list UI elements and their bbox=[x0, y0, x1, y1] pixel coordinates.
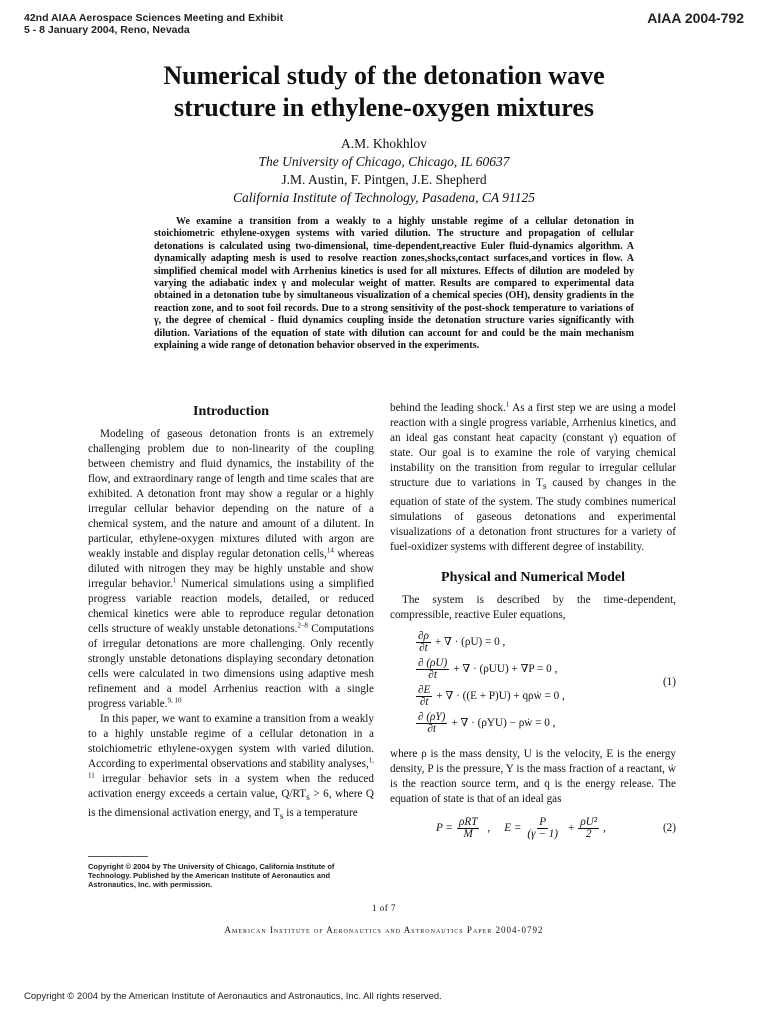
equation-1-line-3: $\frac{\partial E}{\partial t}$ + ∇ · ((E + P)U) + qρẇ = 0 , bbox=[418, 684, 565, 709]
intro-paragraph-3: behind the leading shock.$^1$ As a first step we are using a model reaction with a single progress variable, Arrhenius kinetics, and an ideal gas constant heat capacity (constant γ) equation of state. Our goal is to examine the role of varying chemical instability on the transition from regular to irregular cellular structure due to variations in $T_s$ caused by changes in the equation of state of the system. The study combines numerical simulations of gaseous detonations and experimental visualizations of a detonation front structures for a variety of fuel-oxidizer systems with different degree of instability. bbox=[390, 400, 676, 554]
model-paragraph-1: The system is described by the time-dependent, compressible, reactive Euler equations, bbox=[390, 594, 676, 622]
abstract-text: We examine a transition from a weakly to a highly unstable regime of a cellular detonation in stoichiometric ethylene-oxygen systems with varied dilution. The structure and propagation of cellular detonations is calculated using two-dimensional, time-dependent,reactive Euler fluid-dynamics algorithm. A dynamically adapting mesh is used to resolve reaction zones,shocks,contact surfaces,and vortices in flow. A simplified chemical model with Arrhenius kinetics is used for all mixtures. Effects of dilution are modeled by varying the adiabatic index γ and molecular weight of matter. Results are compared to experimental data obtained in a detonation tube by simultaneous visualization of a chemical species (OH), density gradients in the reaction zone, and to soot foil records. Due to a strong sensitivity of the post-shock temperature to variations of γ, the degree of chemical - fluid dynamics coupling inside the detonation structure varies significantly with dilution. Variations of the equation of state with dilution can account for and could be the main mechanism explaining a wide range of detonation behavior observed in the experiments. bbox=[154, 216, 634, 352]
equation-2-number: (2) bbox=[662, 822, 676, 835]
equation-1 bbox=[390, 631, 676, 741]
equation-2-body: P = $\frac{\text{ρRT}}{M}$ , E = $\frac{P}{(\gamma - 1)}$ + $\frac{\text{ρU²}}{2}$ , bbox=[436, 816, 606, 841]
conference-header bbox=[24, 12, 283, 36]
section-heading-model: Physical and Numerical Model bbox=[441, 570, 625, 586]
equation-1-line-2: $\frac{\partial (\rho U)}{\partial t}$ + ∇ · (ρUU) + ∇P = 0 , bbox=[418, 657, 558, 682]
title-line-2: structure in ethylene-oxygen mixtures bbox=[173, 93, 595, 122]
intro-paragraph-1: Modeling of gaseous detonation fronts is an extremely challenging problem due to non-linearity of the coupling between chemistry and fluid dynamics, the instability of the flow, and extraordinary range of length and time scales that are exhibited. A detonation front may show a regular or a highly irregular cellular behavior depending on the nature of a chemical system, and the nature and amount of a dilutent. In particular, ethylene-oxygen mixtures diluted with argon are weakly instable and display regular detonation cells,$^{14}$ whereas diluted with nitrogen they may be highly unstable and show irregular behavior.$^1$ Numerical simulations using a simplified progress variable reaction models, detailed, or reduced chemical kinetics were able to reproduce regular detonation cells structure of weakly unstable detonations.$^{2-8}$ Computations of irregular detonations are more challenging. Only recently strongly unstable detonations displaying secondary detonation cells were calculated in two dimensions using adaptive mesh refinement and a model Arrhenius reaction with a single progress variable.$^{9, 10}$ bbox=[88, 428, 374, 710]
equation-2 bbox=[390, 817, 676, 845]
paper-id: AIAA 2004-792 bbox=[647, 10, 744, 26]
left-column bbox=[88, 403, 374, 825]
title-line-1: Numerical study of the detonation wave bbox=[163, 61, 605, 90]
author-2: J.M. Austin, F. Pintgen, J.E. Shepherd bbox=[281, 172, 487, 187]
equation-1-line-1: $\frac{\partial\rho}{\partial t}$ + ∇ · (ρU) = 0 , bbox=[418, 630, 506, 655]
journal-footer: American Institute of Aeronautics and Astronautics Paper 2004-0792 bbox=[224, 925, 544, 935]
author-1: A.M. Khokhlov bbox=[341, 136, 427, 151]
copyright-footnote: Copyright © 2004 by The University of Chicago, California Institute of Technology. Published by the American Institute of Aeronautics and Astronautics, Inc. with permission. bbox=[88, 862, 374, 889]
model-paragraph-2: where ρ is the mass density, U is the velocity, E is the energy density, P is the pressure, Y is the mass fraction of a reactant, ẇ is the reaction source term, and q is the energy release. The equation of state is that of an ideal gas bbox=[390, 748, 676, 806]
footnote-rule bbox=[88, 856, 148, 857]
paper-title bbox=[100, 60, 668, 124]
affiliation-2: California Institute of Technology, Pasadena, CA 91125 bbox=[232, 190, 535, 205]
section-heading-introduction: Introduction bbox=[193, 404, 269, 419]
bottom-copyright: Copyright © 2004 by the American Institute of Aeronautics and Astronautics, Inc. All rights reserved. bbox=[24, 991, 442, 1002]
page-number: 1 of 7 bbox=[372, 903, 396, 913]
conference-name: 42nd AIAA Aerospace Sciences Meeting and Exhibit bbox=[24, 12, 284, 24]
right-column bbox=[390, 401, 676, 845]
equation-1-number: (1) bbox=[662, 676, 676, 689]
conference-date-location: 5 - 8 January 2004, Reno, Nevada bbox=[24, 24, 190, 36]
equation-1-line-4: $\frac{\partial (\rho Y)}{\partial t}$ + ∇ · (ρYU) − ρẇ = 0 , bbox=[418, 711, 556, 736]
author-block bbox=[140, 135, 628, 207]
intro-paragraph-2: In this paper, we want to examine a transition from a weakly to a highly unstable regime of a cellular detonation in a stoichiometric ethylene-oxygen system with varied dilution. According to experimental observations and stability analyses,$^{1, 11}$ irregular behavior sets in a system when the reduced activation energy exceeds a certain value, $Q/RT_s > 6$, where Q is the dimensional activation energy, and $T_s$ is a temperature bbox=[88, 713, 375, 823]
abstract bbox=[154, 216, 634, 352]
affiliation-1: The University of Chicago, Chicago, IL 60637 bbox=[258, 154, 510, 169]
